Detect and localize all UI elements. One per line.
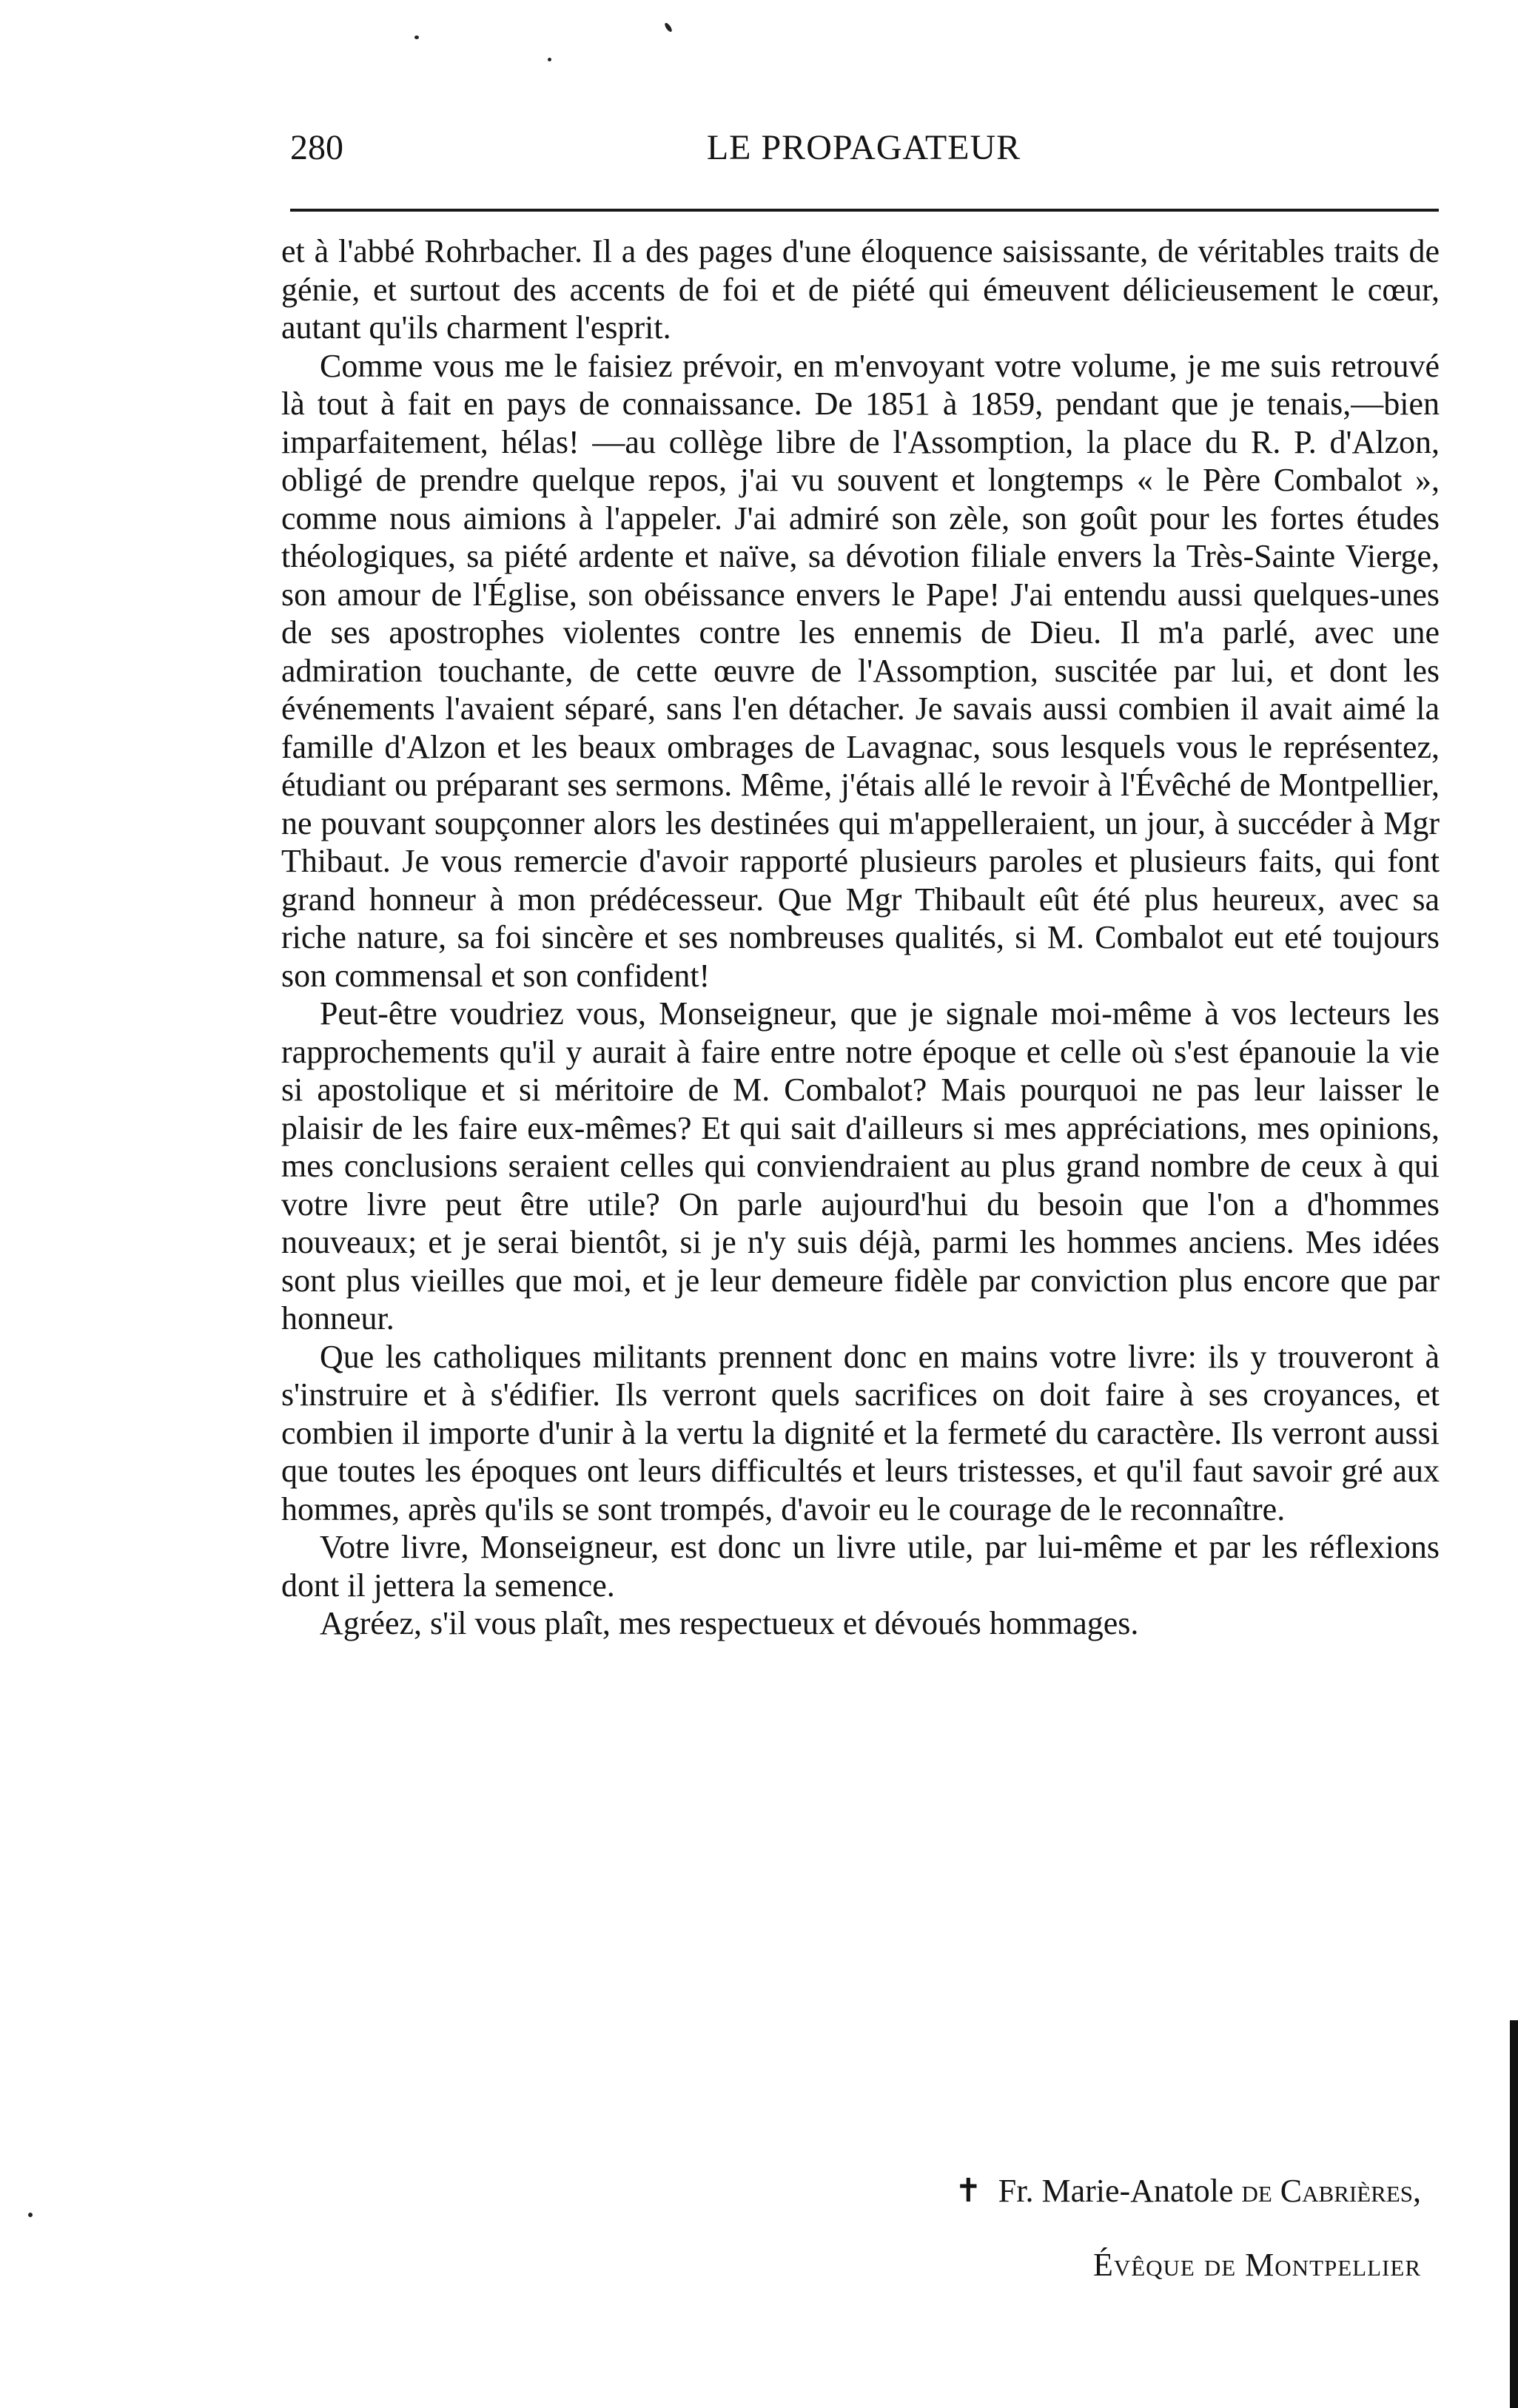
scan-edge-shadow — [1510, 2020, 1518, 2408]
scan-speck — [28, 2213, 33, 2217]
paragraph: Peut-être voudriez vous, Monseigneur, que je signale moi-même à vos lecteurs les rapprochements qu'il y aurait à faire entre notre époque et celle où s'est épanouie la vie si apostolique et si méritoire de M. Combalot? Mais pourquoi ne pas leur laisser le plaisir de les faire eux-mêmes? Et qui sait d'ailleurs si mes appréciations, mes opinions, mes conclusions seraient celles qui conviendraient au plus grand nombre de ceux à qui votre livre peut être utile? On parle aujourd'hui du besoin que l'on a d'hommes nouveaux; et je serai bientôt, si je n'y suis déjà, parmi les hommes anciens. Mes idées sont plus vieilles que moi, et je leur demeure fidèle par conviction plus encore que par honneur. — [281, 995, 1440, 1336]
paragraph: Votre livre, Monseigneur, est donc un livre utile, par lui-même et par les réflexions dont il jettera la semence. — [281, 1529, 1440, 1604]
running-title: LE PROPAGATEUR — [706, 128, 1021, 167]
signature-block — [740, 2172, 1421, 2284]
scan-speck — [414, 36, 419, 39]
scan-speck — [548, 58, 551, 61]
signature-office: Évêque de Montpellier — [1092, 2247, 1421, 2283]
page-header — [290, 126, 1437, 178]
cross-icon: ✝ — [954, 2173, 982, 2209]
signature-name — [740, 2172, 1421, 2210]
paragraph: Comme vous me le faisiez prévoir, en m'envoyant votre volume, je me suis retrouvé là tout à fait en pays de connaissance. De 1851 à 1859, pendant que je tenais,—bien imparfaitement, hélas! —au collège libre de l'Assomption, la place du R. P. d'Alzon, obligé de prendre quelque repos, j'ai vu souvent et longtemps « le Père Combalot », comme nous aimions à l'appeler. J'ai admiré son zèle, son goût pour les fortes études théologiques, sa piété ardente et naïve, sa dévotion filiale envers la Très-Sainte Vierge, son amour de l'Église, son obéissance envers le Pape! J'ai entendu aussi quelques-unes de ses apostrophes violentes contre les ennemis de Dieu. Il m'a parlé, avec une admiration touchante, de cette œuvre de l'Assomption, suscitée par lui, et dont les événements l'avaient séparé, sans l'en détacher. Je savais aussi combien il avait aimé la famille d'Alzon et les beaux ombrages de Lavagnac, sous lesquels vous le représentez, étudiant ou préparant ses sermons. Même, j'étais allé le revoir à l'Évêché de Montpellier, ne pouvant soupçonner alors les destinées qui m'appelleraient, un jour, à succéder à Mgr Thibaut. Je vous remercie d'avoir rapporté plusieurs paroles et plusieurs faits, qui font grand honneur à mon prédécesseur. Que Mgr Thibault eût été plus heureux, avec sa riche nature, sa foi sincère et ses nombreuses qualités, si M. Combalot eut eté toujours son commensal et son confident! — [281, 347, 1440, 994]
page-number: 280 — [290, 128, 343, 167]
paragraph: Agréez, s'il vous plaît, mes respectueux et dévoués hommages. — [320, 1605, 1139, 1641]
signature-particle: de — [1241, 2173, 1272, 2209]
paragraph: et à l'abbé Rohrbacher. Il a des pages d'une éloquence saisissante, de véritables traits de génie, et surtout des accents de foi et de piété qui émeuvent délicieusement le cœur, autant qu'ils charment l'esprit. — [281, 233, 1440, 346]
header-rule — [290, 209, 1439, 212]
paragraph: Que les catholiques militants prennent donc en mains votre livre: ils y trouveront à s'instruire et à s'édifier. Ils verront quels sacrifices on doit faire à ses croyances, et combien il importe d'unir à la vertu la dignité et la fermeté du caractère. Ils verront aussi que toutes les époques ont leurs difficultés et leurs tristesses, et qu'il faut savoir gré aux hommes, après qu'ils se sont trompés, d'avoir eu le courage de le reconnaître. — [281, 1338, 1440, 1527]
scan-speck — [664, 22, 674, 33]
signature-name-prefix: Fr. Marie-Anatole — [998, 2173, 1234, 2209]
letter-body — [281, 232, 1440, 1643]
signature-surname: Cabrières, — [1280, 2173, 1421, 2209]
